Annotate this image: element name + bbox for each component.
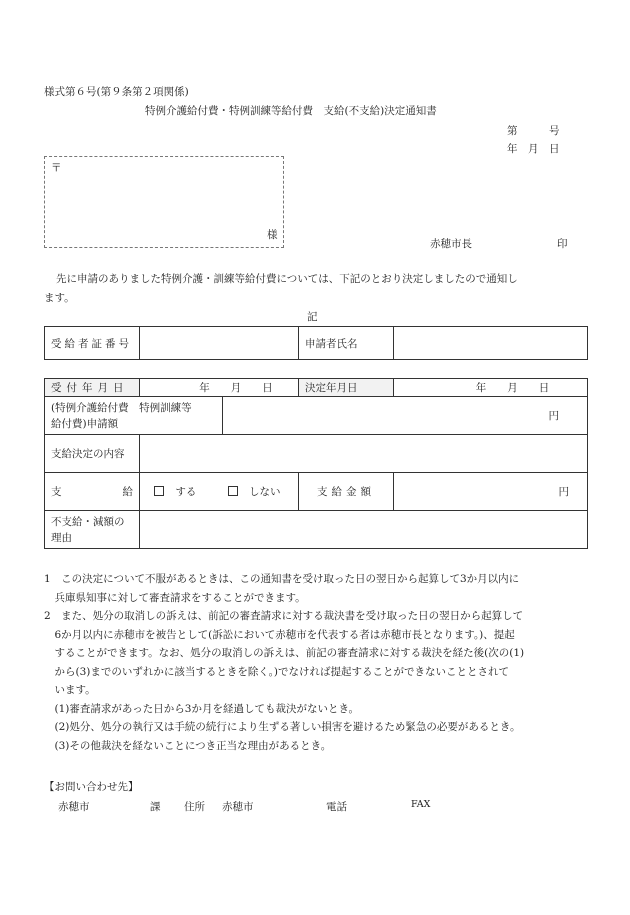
- payment-options: [140, 473, 299, 511]
- option-yes-label: する: [175, 486, 197, 498]
- issuer-name: 赤穂市長: [430, 238, 472, 250]
- note-line: 2 また、処分の取消しの訴えは、前記の審査請求に対する裁決書を受け取った日の翌日から起算して: [44, 610, 524, 622]
- honorific: 様: [267, 229, 278, 241]
- contact-phone-label: 電話: [326, 801, 347, 813]
- application-amount-field[interactable]: [223, 397, 588, 435]
- note-line: (3)その他裁決を経ないことにつき正当な理由があるとき。: [44, 739, 332, 752]
- intro-line-2: ます。: [44, 292, 75, 304]
- applicant-name-field[interactable]: [394, 327, 588, 360]
- postal-mark: 〒: [51, 162, 62, 174]
- decision-content-label: 支給決定の内容: [45, 435, 140, 473]
- payment-amount-label: 支給金額: [299, 473, 394, 511]
- note-line: (1)審査請求があった日から3か月を経過しても裁決がないとき。: [44, 702, 360, 715]
- application-amount-label: [45, 397, 223, 435]
- note-line: 6か月以内に赤穂市を被告として(訴訟において赤穂市を代表する者は赤穂市長となります。)、提起: [44, 628, 515, 641]
- reason-label: [45, 511, 140, 549]
- option-yes-checkbox[interactable]: [154, 486, 164, 496]
- reason-label-line-2: 理由: [51, 531, 72, 544]
- contact-city: 赤穂市: [58, 801, 90, 813]
- yen-unit: 円: [558, 486, 569, 498]
- contact-heading: 【お問い合わせ先】: [44, 781, 139, 793]
- decision-table: [44, 378, 588, 549]
- yen-unit: 円: [548, 410, 559, 422]
- document-number: 第 号: [507, 125, 560, 137]
- decision-content-field[interactable]: [140, 435, 588, 473]
- payment-label: [45, 473, 140, 511]
- payment-amount-field[interactable]: [394, 473, 588, 511]
- seal-mark: 印: [557, 238, 568, 250]
- note-line: 兵庫県知事に対して審査請求をすることができます。: [44, 591, 306, 604]
- recipient-number-label: 受給者証番号: [45, 327, 140, 360]
- decision-date-label: 決定年月日: [299, 379, 394, 397]
- reason-label-line-1: 不支給・減額の: [51, 515, 125, 528]
- form-number: 様式第６号(第９条第２項関係): [44, 86, 189, 98]
- applicant-name-label: 申請者氏名: [299, 327, 394, 360]
- application-amount-label-line-1: (特例介護給付費 特例訓練等: [51, 401, 192, 414]
- note-line: 1 この決定について不服があるときは、この通知書を受け取った日の翌日から起算して3か月以内に: [44, 573, 520, 585]
- document-date: 年 月 日: [507, 143, 560, 155]
- option-no-label: しない: [249, 486, 281, 498]
- note-line: することができます。なお、処分の取消しの訴えは、前記の審査請求に対する裁決を経た後(次の(1): [44, 647, 525, 659]
- contact-address-value: 赤穂市: [222, 801, 254, 813]
- intro-line-1: 先に申請のありました特例介護・訓練等給付費については、下記のとおり決定しましたので通知し: [56, 273, 518, 285]
- recipient-number-field[interactable]: [140, 327, 299, 360]
- contact-section: 課: [150, 801, 161, 813]
- note-line: います。: [44, 684, 96, 696]
- ki-mark: 記: [307, 311, 318, 323]
- notes-section: [44, 570, 594, 755]
- payment-label-right: 給: [122, 486, 133, 498]
- decision-date-field[interactable]: 年 月 日: [394, 379, 588, 397]
- receipt-date-field[interactable]: 年 月 日: [140, 379, 299, 397]
- option-no-checkbox[interactable]: [228, 486, 238, 496]
- note-line: から(3)までのいずれかに該当するときを除く。)でなければ提起することができないこととされて: [44, 665, 510, 678]
- application-amount-label-line-2: 給付費)申請額: [51, 417, 119, 430]
- contact-fax-label: FAX: [411, 799, 431, 810]
- recipient-table: [44, 326, 588, 360]
- receipt-date-label: 受付年月日: [45, 379, 140, 397]
- document-title: 特例介護給付費・特例訓練等給付費 支給(不支給)決定通知書: [145, 105, 437, 117]
- payment-label-left: 支: [51, 486, 62, 498]
- address-box: [44, 156, 284, 248]
- contact-address-label: 住所: [184, 801, 205, 813]
- note-line: (2)処分、処分の執行又は手続の続行により生ずる著しい損害を避けるため緊急の必要があるとき。: [44, 721, 521, 733]
- reason-field[interactable]: [140, 511, 588, 549]
